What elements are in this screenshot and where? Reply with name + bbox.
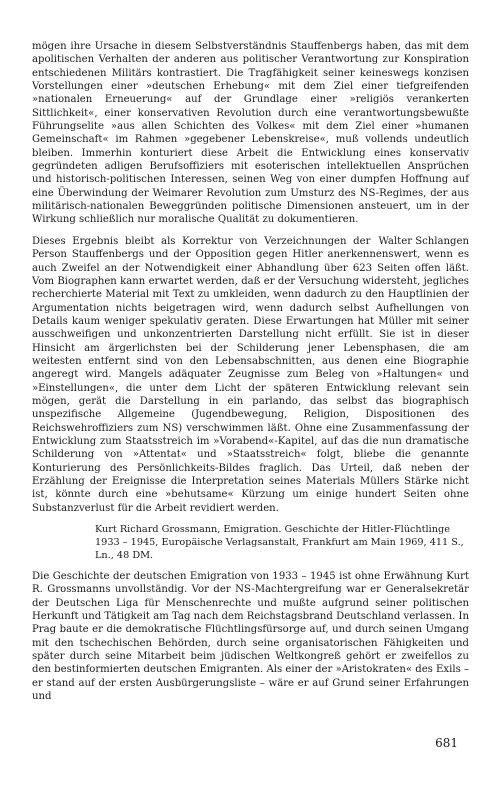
reviewer-signature: Walter Schlangen [378,235,469,247]
review-paragraph: mögen ihre Ursache in diesem Selbstverständnis Stauffenbergs haben, das mit dem apolitischen Verhalten der anderen aus politischer Verantwortung zur Konspiration entschiedenen Militärs kontrastiert. Die Tragfähigkeit seiner keineswegs konzisen Vorstellungen einer »deutschen Erhebung« mit dem Ziel einer tiefgreifenden »nationalen Erneuerung« auf der Grundlage einer »religiös verankerten Sittlichkeit«, einer konservativen Revolution durch eine verantwortungsbewußte Führungselite »aus allen Schichten des Volkes« mit dem Ziel einer »humanen Gemeinschaft« im Rahmen »gegebener Lebenskreise«, muß vollends undeutlich bleiben. Immerhin konturiert diese Arbeit die Entwicklung eines konservativ gegründeten adligen Berufsoffiziers mit esoterischen intellektuellen Ansprüchen und historisch-politischen Interessen, seinen Weg von einer dumpfen Hoffnung auf eine Überwindung der Weimarer Revolution zum Umsturz des NS-Regimes, der aus militärisch-nationalen Beweggründen politische Dimensionen ansteuert, um in der Wirkung schließlich nur moralische Qualität zu dokumentieren. [32,41,469,226]
page-number: 681 [435,736,458,750]
book-citation: Kurt Richard Grossmann, Emigration. Geschichte der Hitler-Flüchtlinge 1933 – 1945, Europäische Verlagsanstalt, Frankfurt am Main 1969, 411 S., Ln., 48 DM. [95,524,464,562]
review-paragraph-text: Dieses Ergebnis bleibt als Korrektur von Verzeichnungen der Person Stauffenbergs und der Opposition gegen Hitler anerkennenswert, wenn es auch Zweifel an der Notwendigkeit einer Abhandlung über 623 Seiten offen läßt. Vom Biographen kann erwartet werden, daß er der Versuchung widersteht, jegliches recherchierte Material mit Text zu umkleiden, wenn dadurch zu den Hauptlinien der Argumentation nichts beigetragen wird, wenn dadurch selbst Aufhellungen von Details kaum weniger spekulativ geraten. Diese Erwartungen hat Müller mit seiner ausschweifigen und unkonzentrierten Darstellung nicht erfüllt. Sie ist in dieser Hinsicht am ärgerlichsten bei der Schilderung jener Lebensphasen, die am weitesten entfernt sind von den Lebensabschnitten, aus denen eine Biographie angeregt wird. Mangels adäquater Zeugnisse zum Beleg von »Haltungen« und »Einstellungen«, die unter dem Licht der späteren Entwicklung relevant sein mögen, gerät die Darstellung in ein parlando, das selbst das biographisch unspezifische Allgemeine (Jugendbewegung, Religion, Dispositionen des Reichswehroffiziers zum NS) verschwimmen läßt. Ohne eine Zusammenfassung der Entwicklung zum Staatsstreich im »Vorabend«-Kapitel, auf das die nun dramatische Schilderung von »Attentat« und »Staatsstreich« folgt, bliebe die genannte Konturierung des Persönlichkeits-Bildes fraglich. Das Urteil, daß neben der Erzählung der Ereignisse die Interpretation seines Materials Müllers Stärke nicht ist, könnte durch eine »behutsame« Kürzung um einige hundert Seiten ohne Substanzverlust für die Arbeit revidiert werden. [32,235,469,514]
review-paragraph: Die Geschichte der deutschen Emigration von 1933 – 1945 ist ohne Erwähnung Kurt R. Grossmanns unvollständig. Vor der NS-Machtergreifung war er Generalsekretär der Deutschen Liga für Menschenrechte und mußte aufgrund seiner politischen Herkunft und Tätigkeit am Tag nach dem Reichstagsbrand Deutschland verlassen. In Prag baute er die demokratische Flüchtlingsfürsorge auf, und durch seinen Umgang mit den tschechischen Behörden, durch seine organisatorischen Fähigkeiten und später durch seine Mitarbeit beim jüdischen Weltkongreß gehört er zweifellos zu den bestinformierten deutschen Emigranten. Als einer der »Aristokraten« des Exils – er stand auf der ersten Ausbürgerungsliste – wäre er auf Grund seiner Erfahrungen und [32,571,470,703]
review-paragraph-with-signature [32,235,469,515]
